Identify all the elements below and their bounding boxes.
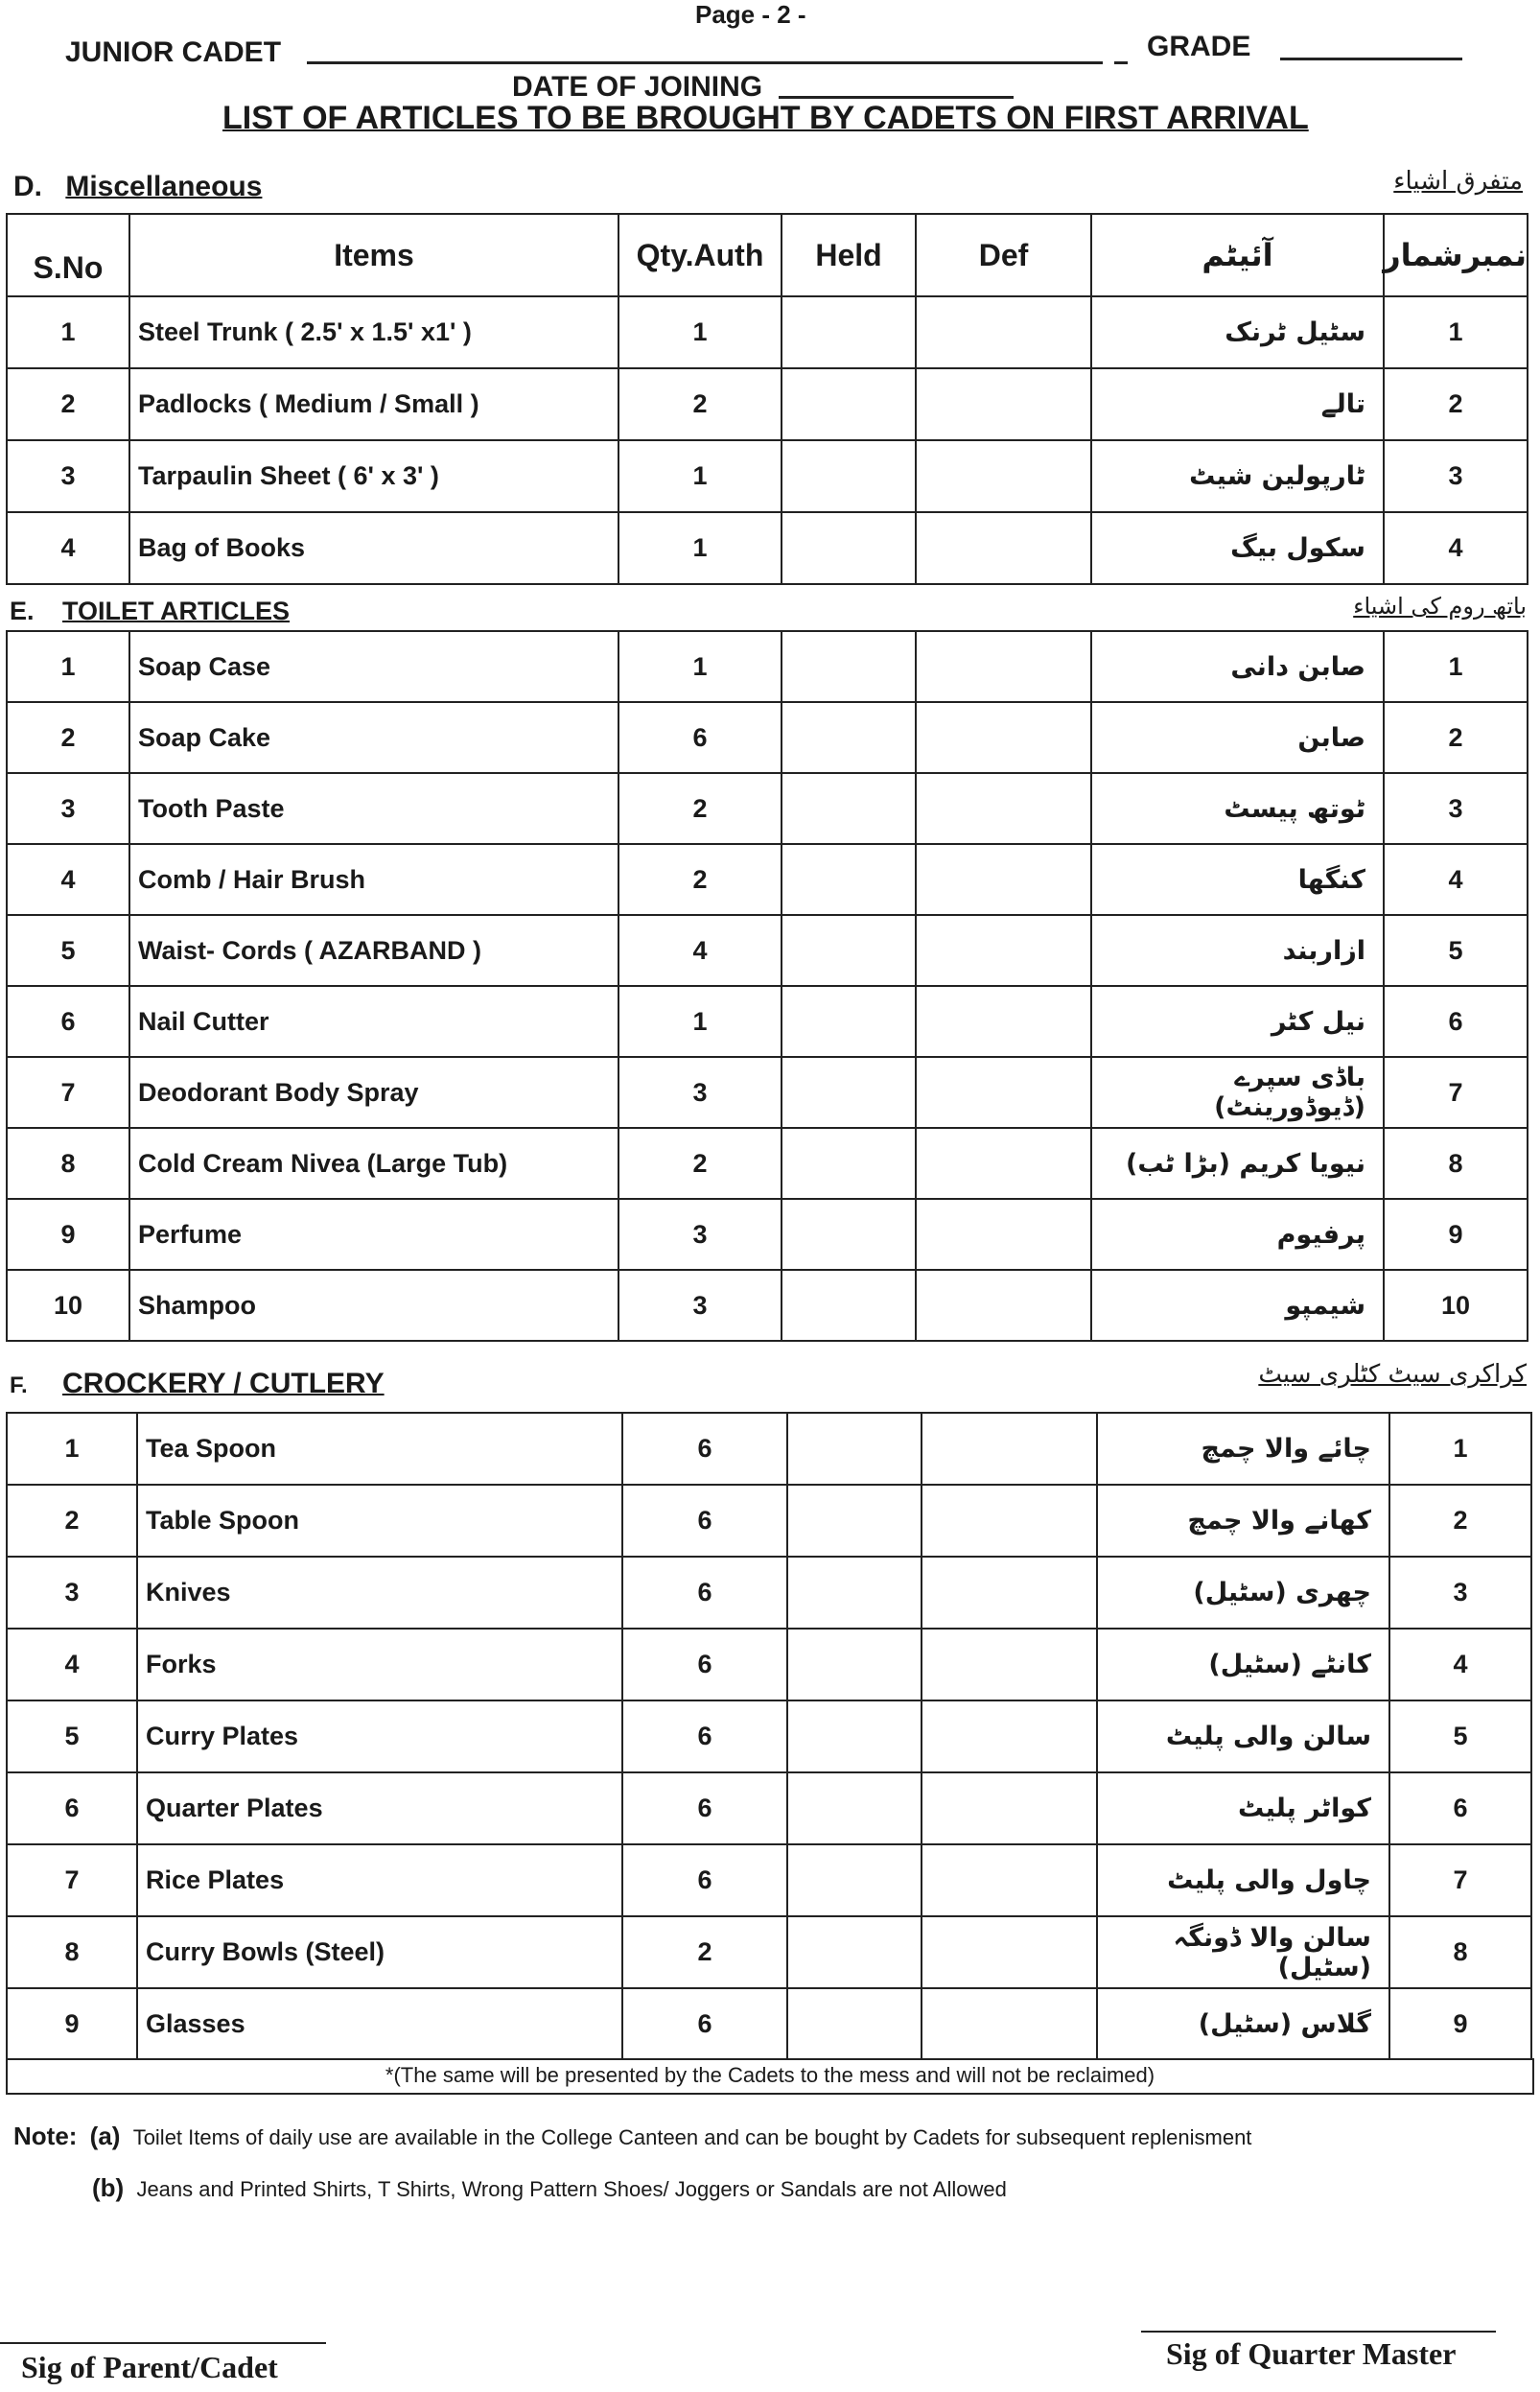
row-item: Table Spoon (137, 1485, 622, 1557)
row-item: Padlocks ( Medium / Small ) (129, 368, 618, 440)
row-urdu-item: کواٹر پلیٹ (1097, 1772, 1389, 1844)
table-row (7, 1557, 1531, 1629)
note-a-label: (a) (89, 2122, 121, 2150)
row-qty: 2 (618, 1128, 782, 1199)
table-row (7, 1629, 1531, 1700)
row-qty: 6 (622, 1844, 787, 1916)
table-footnote: *(The same will be presented by the Cadets to the mess and will not be reclaimed) (6, 2058, 1534, 2095)
row-item: Quarter Plates (137, 1772, 622, 1844)
grade-line[interactable] (1280, 58, 1462, 60)
note-label: Note: (13, 2122, 78, 2150)
table-toilet-articles (6, 630, 1528, 1342)
row-urdu-sno: 10 (1384, 1270, 1528, 1341)
row-held[interactable] (787, 1413, 922, 1485)
row-urdu-sno: 6 (1384, 986, 1528, 1057)
table-row (7, 1413, 1531, 1485)
row-sno: 4 (7, 512, 129, 584)
row-urdu-sno: 1 (1384, 296, 1528, 368)
row-held[interactable] (782, 631, 916, 702)
section-d-heading (13, 171, 262, 203)
row-def[interactable] (916, 296, 1091, 368)
col-sno: S.No (7, 214, 129, 296)
table-row (7, 844, 1528, 915)
row-urdu-sno: 3 (1384, 773, 1528, 844)
row-urdu-sno: 8 (1384, 1128, 1528, 1199)
row-qty: 6 (622, 1485, 787, 1557)
row-item: Soap Case (129, 631, 618, 702)
row-urdu-item: کانٹے (سٹیل) (1097, 1629, 1389, 1700)
col-items: Items (129, 214, 618, 296)
row-held[interactable] (782, 986, 916, 1057)
row-item: Tea Spoon (137, 1413, 622, 1485)
section-f-urdu-title: کراکری سیٹ کٹلری سیٹ (1258, 1360, 1527, 1389)
row-urdu-item: چھری (سٹیل) (1097, 1557, 1389, 1629)
row-urdu-item: کنگھا (1091, 844, 1384, 915)
quarter-master-signature-line[interactable] (1141, 2331, 1496, 2333)
row-urdu-item: سالن والا ڈونگہ (سٹیل) (1097, 1916, 1389, 1988)
row-held[interactable] (782, 702, 916, 773)
row-held[interactable] (787, 1629, 922, 1700)
table-row (7, 1772, 1531, 1844)
note-a-text: Toilet Items of daily use are available in the College Canteen and can be bought by Cadets for subsequent replenisment (132, 2125, 1252, 2149)
row-sno: 3 (7, 773, 129, 844)
row-held[interactable] (787, 1916, 922, 1988)
row-def[interactable] (922, 1916, 1097, 1988)
row-urdu-sno: 2 (1384, 702, 1528, 773)
row-qty: 6 (622, 1413, 787, 1485)
row-urdu-item: تالے (1091, 368, 1384, 440)
row-def[interactable] (922, 1772, 1097, 1844)
row-def[interactable] (916, 1270, 1091, 1341)
row-item: Soap Cake (129, 702, 618, 773)
row-urdu-item: شیمپو (1091, 1270, 1384, 1341)
junior-cadet-name-line[interactable] (307, 61, 1103, 64)
parent-signature-line[interactable] (0, 2342, 326, 2344)
row-def[interactable] (922, 1988, 1097, 2059)
table-row (7, 702, 1528, 773)
row-qty: 6 (618, 702, 782, 773)
row-held[interactable] (782, 1057, 916, 1128)
note-b (92, 2173, 1007, 2203)
row-item: Tarpaulin Sheet ( 6' x 3' ) (129, 440, 618, 512)
row-item: Glasses (137, 1988, 622, 2059)
row-held[interactable] (787, 1844, 922, 1916)
row-sno: 2 (7, 702, 129, 773)
table-row (7, 631, 1528, 702)
note-b-text: Jeans and Printed Shirts, T Shirts, Wrong Pattern Shoes/ Joggers or Sandals are not Allowed (136, 2177, 1007, 2201)
row-def[interactable] (922, 1485, 1097, 1557)
table-row (7, 1700, 1531, 1772)
row-held[interactable] (782, 1270, 916, 1341)
table-row (7, 368, 1528, 440)
table-row (7, 1057, 1528, 1128)
row-qty: 1 (618, 440, 782, 512)
row-sno: 4 (7, 1629, 137, 1700)
table-row (7, 915, 1528, 986)
page-title: LIST OF ARTICLES TO BE BROUGHT BY CADETS ON FIRST ARRIVAL (222, 100, 1309, 136)
col-qty: Qty.Auth (618, 214, 782, 296)
row-qty: 1 (618, 631, 782, 702)
row-urdu-item: ٹوتھ پیسٹ (1091, 773, 1384, 844)
row-item: Perfume (129, 1199, 618, 1270)
row-qty: 4 (618, 915, 782, 986)
section-f-heading (10, 1368, 385, 1400)
row-def[interactable] (916, 440, 1091, 512)
section-e-letter: E. (10, 597, 35, 625)
row-urdu-sno: 9 (1384, 1199, 1528, 1270)
row-urdu-sno: 4 (1384, 512, 1528, 584)
row-held[interactable] (782, 844, 916, 915)
row-held[interactable] (782, 440, 916, 512)
row-urdu-sno: 7 (1389, 1844, 1531, 1916)
col-def: Def (916, 214, 1091, 296)
row-def[interactable] (916, 512, 1091, 584)
row-urdu-item: سٹیل ٹرنک (1091, 296, 1384, 368)
col-held: Held (782, 214, 916, 296)
row-held[interactable] (787, 1557, 922, 1629)
table-crockery-cutlery (6, 1412, 1532, 2060)
section-d-title: Miscellaneous (65, 171, 263, 202)
row-urdu-sno: 4 (1389, 1629, 1531, 1700)
row-sno: 5 (7, 1700, 137, 1772)
row-sno: 2 (7, 368, 129, 440)
row-qty: 6 (622, 1700, 787, 1772)
row-sno: 1 (7, 1413, 137, 1485)
row-urdu-item: ازاربند (1091, 915, 1384, 986)
row-qty: 6 (622, 1629, 787, 1700)
row-urdu-item: صابن دانی (1091, 631, 1384, 702)
row-qty: 1 (618, 296, 782, 368)
page-number: Page - 2 - (695, 0, 806, 29)
table-row (7, 440, 1528, 512)
row-urdu-item: سالن والی پلیٹ (1097, 1700, 1389, 1772)
row-qty: 6 (622, 1557, 787, 1629)
row-urdu-sno: 9 (1389, 1988, 1531, 2059)
row-urdu-sno: 8 (1389, 1916, 1531, 1988)
note-b-label: (b) (92, 2173, 125, 2202)
quarter-master-signature-label: Sig of Quarter Master (1166, 2336, 1457, 2371)
row-held[interactable] (782, 296, 916, 368)
row-item: Shampoo (129, 1270, 618, 1341)
row-item: Nail Cutter (129, 986, 618, 1057)
row-def[interactable] (916, 368, 1091, 440)
row-sno: 1 (7, 631, 129, 702)
row-item: Deodorant Body Spray (129, 1057, 618, 1128)
row-urdu-item: صابن (1091, 702, 1384, 773)
row-urdu-item: پرفیوم (1091, 1199, 1384, 1270)
row-urdu-sno: 1 (1389, 1413, 1531, 1485)
table-row (7, 1270, 1528, 1341)
row-urdu-item: چائے والا چمچ (1097, 1413, 1389, 1485)
row-urdu-item: باڈی سپرے (ڈیوڈورینٹ) (1091, 1057, 1384, 1128)
row-qty: 1 (618, 512, 782, 584)
row-held[interactable] (787, 1772, 922, 1844)
row-def[interactable] (922, 1629, 1097, 1700)
row-urdu-item: گلاس (سٹیل) (1097, 1988, 1389, 2059)
row-held[interactable] (782, 512, 916, 584)
parent-signature-label: Sig of Parent/Cadet (21, 2350, 278, 2384)
section-d-urdu-title: متفرق اشیاء (1393, 167, 1523, 196)
table-row (7, 773, 1528, 844)
table-row (7, 1199, 1528, 1270)
row-sno: 1 (7, 296, 129, 368)
row-sno: 7 (7, 1057, 129, 1128)
row-qty: 1 (618, 986, 782, 1057)
row-qty: 2 (618, 844, 782, 915)
table-row (7, 1128, 1528, 1199)
row-def[interactable] (916, 915, 1091, 986)
section-e-urdu-title: باتھ روم کی اشیاء (1353, 593, 1527, 620)
row-def[interactable] (922, 1557, 1097, 1629)
grade-label: GRADE (1147, 31, 1251, 62)
row-def[interactable] (916, 631, 1091, 702)
row-sno: 4 (7, 844, 129, 915)
table-row (7, 512, 1528, 584)
row-item: Tooth Paste (129, 773, 618, 844)
row-def[interactable] (916, 1057, 1091, 1128)
row-sno: 3 (7, 1557, 137, 1629)
row-held[interactable] (782, 368, 916, 440)
date-of-joining-line[interactable] (779, 96, 1014, 99)
section-e-title: TOILET ARTICLES (62, 597, 291, 625)
row-sno: 6 (7, 986, 129, 1057)
row-def[interactable] (916, 1128, 1091, 1199)
note-a (13, 2122, 1251, 2151)
section-d-letter: D. (13, 171, 42, 202)
row-urdu-sno: 1 (1384, 631, 1528, 702)
row-item: Curry Bowls (Steel) (137, 1916, 622, 1988)
table-row (7, 1844, 1531, 1916)
row-item: Rice Plates (137, 1844, 622, 1916)
row-sno: 3 (7, 440, 129, 512)
table-row (7, 1988, 1531, 2059)
row-held[interactable] (782, 915, 916, 986)
row-urdu-sno: 4 (1384, 844, 1528, 915)
row-sno: 2 (7, 1485, 137, 1557)
row-item: Steel Trunk ( 2.5' x 1.5' x1' ) (129, 296, 618, 368)
table-row (7, 1916, 1531, 1988)
row-urdu-sno: 3 (1389, 1557, 1531, 1629)
table-header-row (7, 214, 1528, 296)
row-sno: 5 (7, 915, 129, 986)
row-def[interactable] (916, 773, 1091, 844)
row-urdu-item: ٹارپولین شیٹ (1091, 440, 1384, 512)
col-urdu-sno: نمبرشمار (1384, 214, 1528, 296)
row-held[interactable] (782, 773, 916, 844)
row-sno: 6 (7, 1772, 137, 1844)
row-qty: 3 (618, 1199, 782, 1270)
col-urdu-item: آئیٹم (1091, 214, 1384, 296)
row-def[interactable] (916, 702, 1091, 773)
row-urdu-item: کھانے والا چمچ (1097, 1485, 1389, 1557)
row-def[interactable] (922, 1844, 1097, 1916)
date-of-joining-label: DATE OF JOINING (512, 71, 763, 103)
row-urdu-sno: 3 (1384, 440, 1528, 512)
row-qty: 6 (622, 1988, 787, 2059)
table-row (7, 296, 1528, 368)
row-urdu-item: سکول بیگ (1091, 512, 1384, 584)
row-sno: 7 (7, 1844, 137, 1916)
section-e-heading (10, 597, 290, 626)
row-urdu-sno: 2 (1389, 1485, 1531, 1557)
junior-cadet-dash (1114, 61, 1128, 64)
table-row (7, 986, 1528, 1057)
section-f-title: CROCKERY / CUTLERY (62, 1368, 385, 1399)
row-def[interactable] (916, 1199, 1091, 1270)
row-qty: 2 (622, 1916, 787, 1988)
row-held[interactable] (782, 1199, 916, 1270)
row-held[interactable] (787, 1700, 922, 1772)
row-qty: 2 (618, 368, 782, 440)
row-qty: 6 (622, 1772, 787, 1844)
row-def[interactable] (922, 1700, 1097, 1772)
row-held[interactable] (787, 1988, 922, 2059)
row-qty: 3 (618, 1270, 782, 1341)
row-sno: 8 (7, 1128, 129, 1199)
row-item: Forks (137, 1629, 622, 1700)
table-miscellaneous (6, 213, 1528, 585)
row-item: Bag of Books (129, 512, 618, 584)
section-f-letter: F. (10, 1372, 28, 1398)
junior-cadet-label: JUNIOR CADET (65, 36, 282, 68)
row-sno: 10 (7, 1270, 129, 1341)
row-sno: 9 (7, 1988, 137, 2059)
row-urdu-item: نیل کٹر (1091, 986, 1384, 1057)
row-urdu-sno: 7 (1384, 1057, 1528, 1128)
row-qty: 3 (618, 1057, 782, 1128)
row-item: Cold Cream Nivea (Large Tub) (129, 1128, 618, 1199)
row-qty: 2 (618, 773, 782, 844)
row-def[interactable] (916, 986, 1091, 1057)
row-def[interactable] (922, 1413, 1097, 1485)
row-item: Waist- Cords ( AZARBAND ) (129, 915, 618, 986)
row-sno: 9 (7, 1199, 129, 1270)
row-held[interactable] (782, 1128, 916, 1199)
row-sno: 8 (7, 1916, 137, 1988)
row-urdu-sno: 6 (1389, 1772, 1531, 1844)
row-urdu-sno: 2 (1384, 368, 1528, 440)
row-def[interactable] (916, 844, 1091, 915)
row-item: Knives (137, 1557, 622, 1629)
row-item: Curry Plates (137, 1700, 622, 1772)
row-urdu-sno: 5 (1384, 915, 1528, 986)
row-item: Comb / Hair Brush (129, 844, 618, 915)
row-held[interactable] (787, 1485, 922, 1557)
row-urdu-item: چاول والی پلیٹ (1097, 1844, 1389, 1916)
table-row (7, 1485, 1531, 1557)
row-urdu-item: نیویا کریم (بڑا ٹب) (1091, 1128, 1384, 1199)
row-urdu-sno: 5 (1389, 1700, 1531, 1772)
